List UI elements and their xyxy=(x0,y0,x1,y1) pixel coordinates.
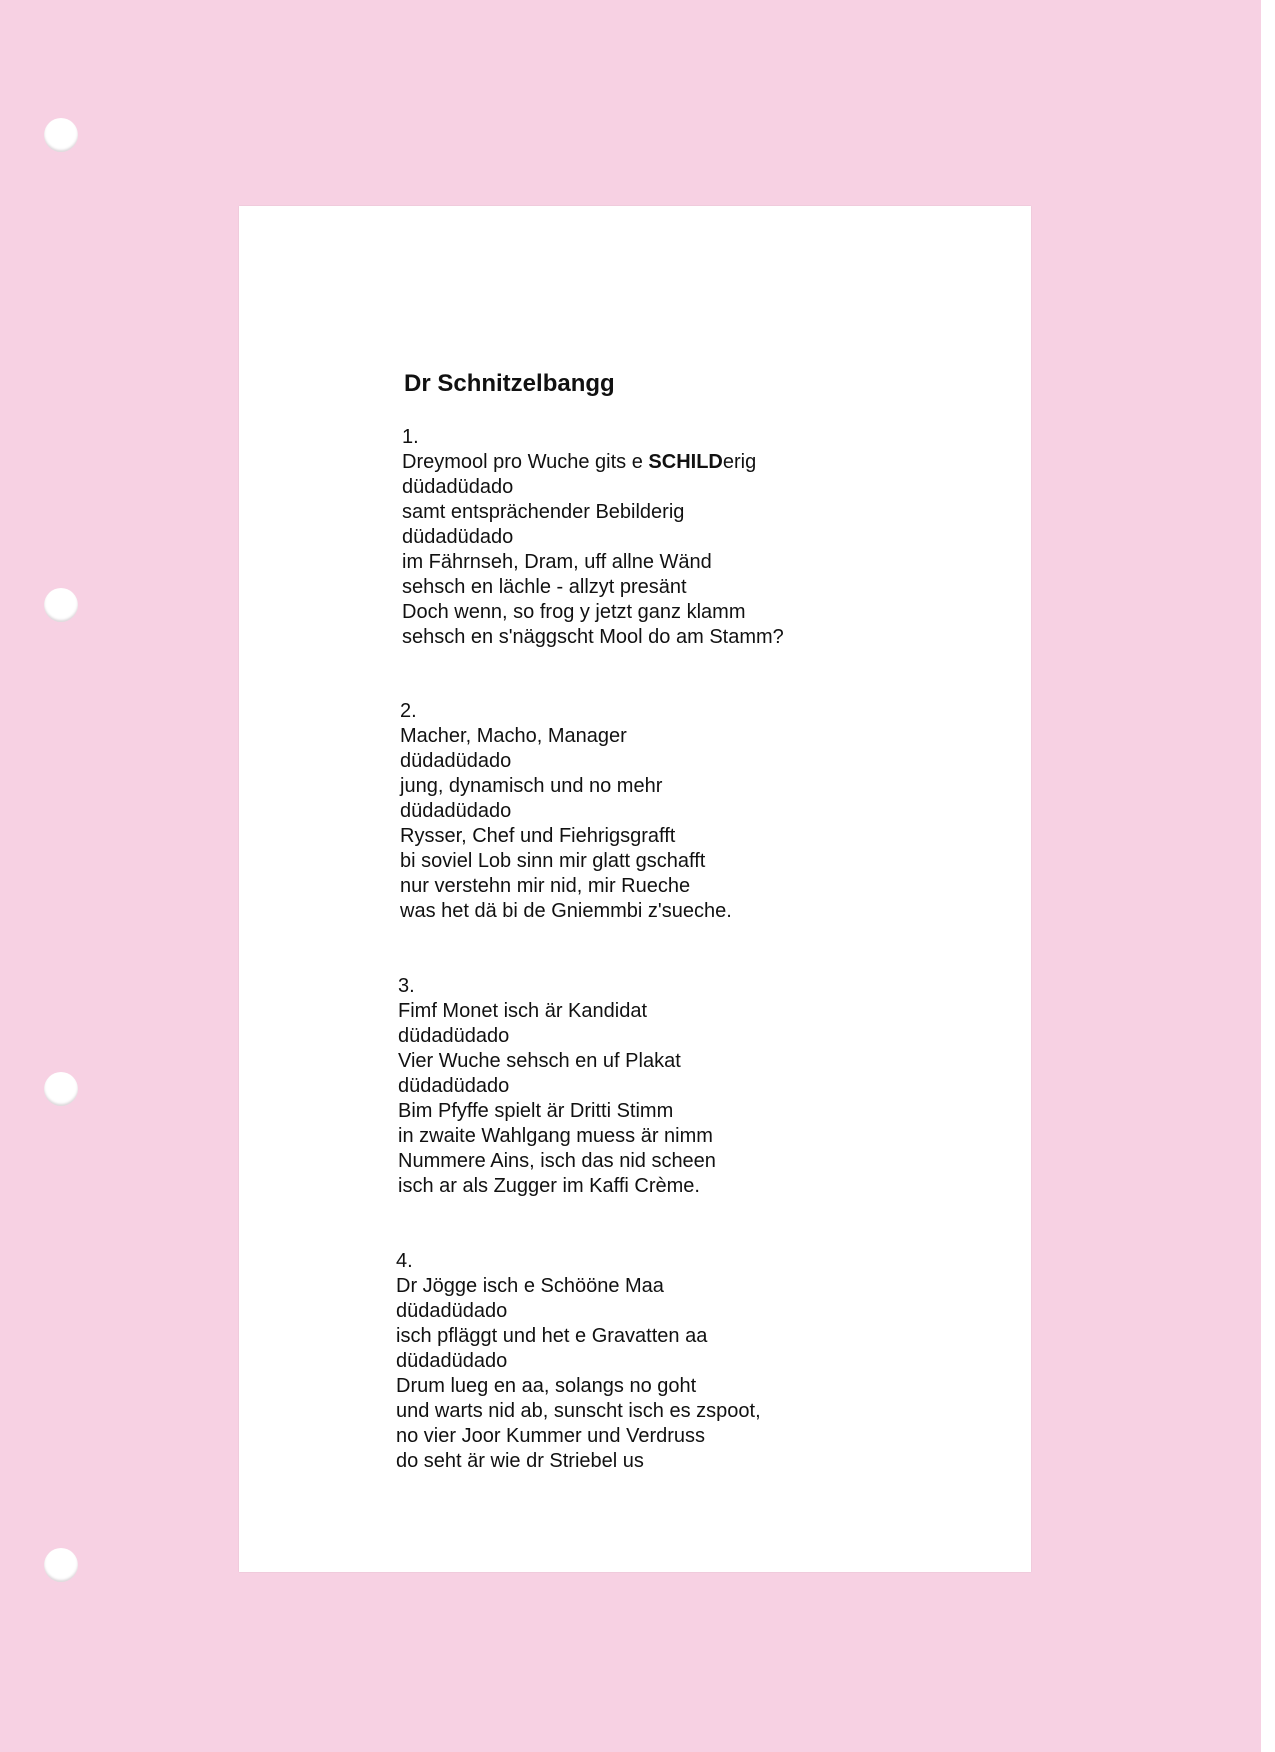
verse-line: do seht är wie dr Striebel us xyxy=(396,1450,644,1472)
verse-line-bold: SCHILD xyxy=(648,451,723,473)
verse-line: Bim Pfyffe spielt är Dritti Stimm xyxy=(398,1100,674,1122)
verse-line: düdadüdado xyxy=(398,1075,510,1097)
verse-line: Nummere Ains, isch das nid scheen xyxy=(398,1150,716,1172)
verse-line xyxy=(402,450,784,475)
verse-line: düdadüdado xyxy=(396,1350,508,1372)
verse-4 xyxy=(396,1249,761,1474)
verse-line: sehsch en lächle - allzyt presänt xyxy=(402,576,687,598)
verse-line: Rysser, Chef und Fiehrigsgrafft xyxy=(400,825,676,847)
punch-hole xyxy=(44,588,78,622)
verse-line: und warts nid ab, sunscht isch es zspoot, xyxy=(396,1400,761,1422)
verse-line: Fimf Monet isch är Kandidat xyxy=(398,1000,647,1022)
document-title: Dr Schnitzelbangg xyxy=(404,370,615,397)
verse-number: 4. xyxy=(396,1250,413,1272)
verse-line: Drum lueg en aa, solangs no goht xyxy=(396,1375,697,1397)
verse-line: isch pfläggt und het e Gravatten aa xyxy=(396,1325,708,1347)
verse-line: düdadüdado xyxy=(400,750,512,772)
verse-line-start: Dreymool pro Wuche gits e xyxy=(402,451,649,473)
verse-1 xyxy=(402,425,784,650)
verse-number: 1. xyxy=(402,426,419,448)
verse-number: 3. xyxy=(398,975,415,997)
verse-line: in zwaite Wahlgang muess är nimm xyxy=(398,1125,713,1147)
verse-line: isch ar als Zugger im Kaffi Crème. xyxy=(398,1175,700,1197)
verse-line: bi soviel Lob sinn mir glatt gschafft xyxy=(400,850,706,872)
verse-line: no vier Joor Kummer und Verdruss xyxy=(396,1425,706,1447)
scan-edge xyxy=(1261,0,1275,1752)
paper-sheet xyxy=(239,206,1031,1572)
verse-line: jung, dynamisch und no mehr xyxy=(400,775,663,797)
verse-line: Doch wenn, so frog y jetzt ganz klamm xyxy=(402,601,746,623)
verse-line: was het dä bi de Gniemmbi z'sueche. xyxy=(400,900,732,922)
punch-hole xyxy=(44,118,78,152)
verse-line: düdadüdado xyxy=(396,1300,508,1322)
verse-3 xyxy=(398,974,716,1199)
verse-line: düdadüdado xyxy=(398,1025,510,1047)
verse-line: sehsch en s'näggscht Mool do am Stamm? xyxy=(402,626,784,648)
verse-line: Vier Wuche sehsch en uf Plakat xyxy=(398,1050,681,1072)
verse-line: im Fährnseh, Dram, uff allne Wänd xyxy=(402,551,712,573)
verse-line: Macher, Macho, Manager xyxy=(400,725,627,747)
verse-number: 2. xyxy=(400,700,417,722)
verse-line: düdadüdado xyxy=(402,526,514,548)
verse-line: düdadüdado xyxy=(402,476,514,498)
verse-line-end: erig xyxy=(722,451,757,473)
punch-hole xyxy=(44,1548,78,1582)
verse-line: düdadüdado xyxy=(400,800,512,822)
verse-2 xyxy=(400,699,732,924)
verse-line: Dr Jögge isch e Schööne Maa xyxy=(396,1275,664,1297)
verse-line: samt entsprächender Bebilderig xyxy=(402,501,685,523)
punch-hole xyxy=(44,1072,78,1106)
verse-line: nur verstehn mir nid, mir Rueche xyxy=(400,875,691,897)
